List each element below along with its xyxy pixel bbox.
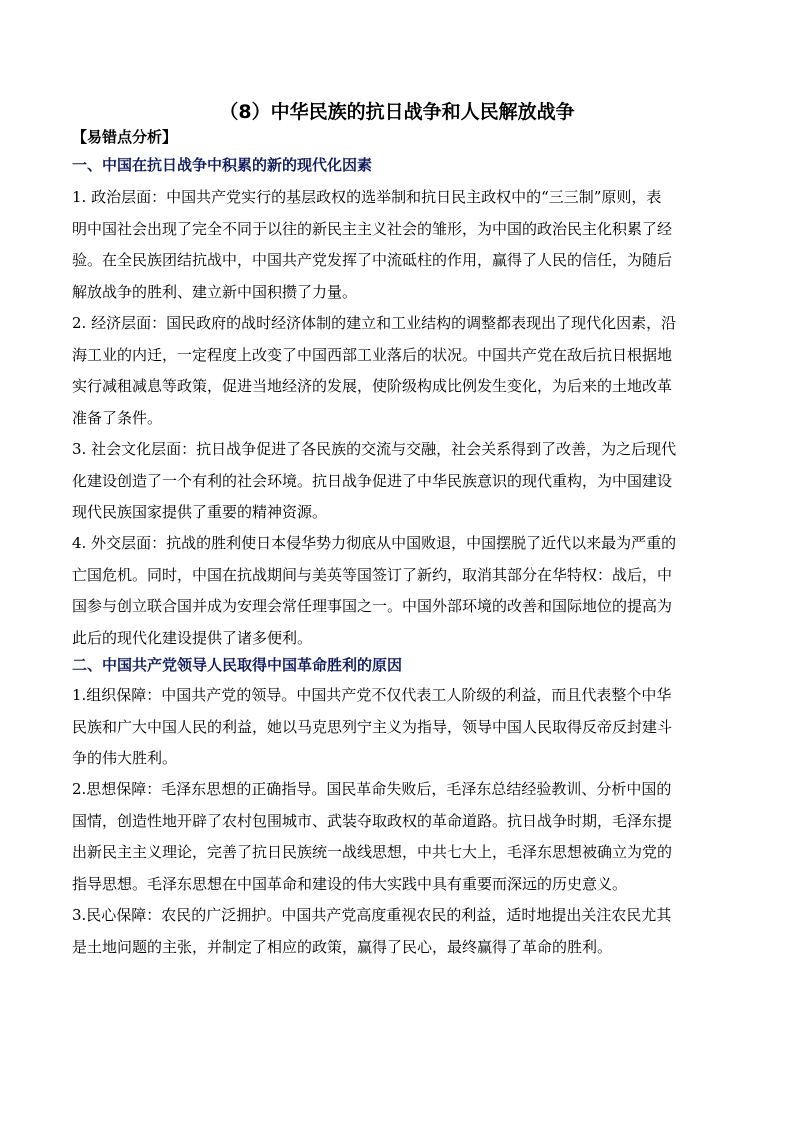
paragraph-diplomatic — [72, 528, 724, 654]
text-line: 实行减租减息等政策，促进当地经济的发展，使阶级构成比例发生变化，为后来的土地改革 — [72, 377, 673, 395]
text-line: 1. 政治层面：中国共产党实行的基层政权的选举制和抗日民主政权中的“三三制”原则，表 — [72, 188, 662, 206]
page-title: （8）中华民族的抗日战争和人民解放战争 — [219, 101, 575, 123]
text-line: 此后的现代化建设提供了诸多便利。 — [72, 628, 313, 647]
paragraph-ideological — [72, 774, 724, 900]
text-line: 争的伟大胜利。 — [72, 749, 178, 767]
paragraph-economic — [72, 308, 724, 434]
text-line: 1.组织保障：中国共产党的领导。中国共产党不仅代表工人阶级的利益，而且代表整个中华 — [72, 686, 672, 704]
text-line: 解放战争的胜利、建立新中国积攒了力量。 — [72, 282, 358, 301]
text-line: 国情，创造性地开辟了农村包围城市、武装夺取政权的革命道路。抗日战争时期，毛泽东提 — [72, 811, 673, 830]
text-line: 国参与创立联合国并成为安理会常任理事国之一。中国外部环境的改善和国际地位的提高为 — [72, 597, 673, 615]
text-line: 明中国社会出现了完全不同于以往的新民主主义社会的雏形，为中国的政治民主化积累了经 — [72, 219, 673, 238]
text-line: 化建设创造了一个有利的社会环境。抗日战争促进了中华民族意识的现代重构，为中国建设 — [72, 471, 673, 490]
paragraph-organizational — [72, 680, 724, 775]
text-line: 是土地问题的主张，并制定了相应的政策，赢得了民心，最终赢得了革命的胜利。 — [72, 937, 613, 956]
text-line: 指导思想。毛泽东思想在中国革命和建设的伟大实践中具有重要而深远的历史意义。 — [72, 874, 628, 893]
text-line: 4. 外交层面：抗战的胜利使日本侵华势力彻底从中国败退，中国摆脱了近代以来最为严重的 — [72, 534, 677, 552]
section-heading-2: 二、中国共产党领导人民取得中国革命胜利的原因 — [72, 656, 403, 674]
text-line: 民族和广大中国人民的利益，她以马克思列宁主义为指导，领导中国人民取得反帝反封建斗 — [72, 717, 673, 736]
paragraph-political — [72, 182, 724, 308]
paragraph-social-cultural — [72, 434, 724, 529]
section-subtitle: 【易错点分析】 — [72, 128, 178, 146]
text-line: 现代民族国家提供了重要的精神资源。 — [72, 503, 328, 521]
paragraph-popular-support — [72, 900, 724, 963]
text-line: 2.思想保障：毛泽东思想的正确指导。国民革命失败后，毛泽东总结经验教训、分析中国的 — [72, 780, 672, 798]
section-heading-1: 一、中国在抗日战争中积累的新的现代化因素 — [72, 156, 373, 174]
text-line: 3. 社会文化层面：抗日战争促进了各民族的交流与交融，社会关系得到了改善，为之后现代 — [72, 440, 677, 458]
text-line: 验。在全民族团结抗战中，中国共产党发挥了中流砥柱的作用，赢得了人民的信任，为随后 — [72, 251, 673, 269]
text-line: 海工业的内迁，一定程度上改变了中国西部工业落后的状况。中国共产党在敌后抗日根据地 — [72, 345, 673, 364]
text-line: 亡国危机。同时，中国在抗战期间与美英等国签订了新约，取消其部分在华特权：战后，中 — [72, 565, 673, 584]
text-line: 准备了条件。 — [72, 408, 163, 427]
text-line: 出新民主主义理论，完善了抗日民族统一战线思想，中共七大上，毛泽东思想被确立为党的 — [72, 843, 673, 861]
text-line: 2. 经济层面：国民政府的战时经济体制的建立和工业结构的调整都表现出了现代化因素，沿 — [72, 314, 677, 332]
text-line: 3.民心保障：农民的广泛拥护。中国共产党高度重视农民的利益，适时地提出关注农民尤其 — [72, 906, 672, 924]
